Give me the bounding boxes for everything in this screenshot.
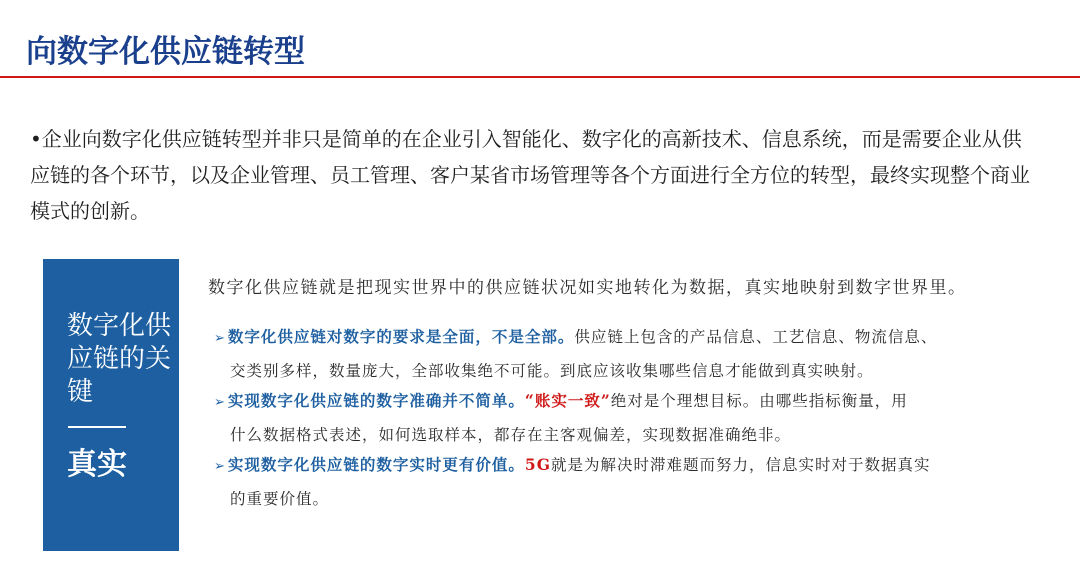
point-1-text: 供应链上包含的产品信息、工艺信息、物流信息、 xyxy=(574,328,938,346)
detail-point-3 xyxy=(214,449,1044,515)
point-1-highlight: 数字化供应链对数字的要求是全面，不是全部。 xyxy=(227,327,575,346)
page-title: 向数字化供应链转型 xyxy=(26,34,305,70)
arrow-bullet-icon: ➢ xyxy=(214,395,226,410)
detail-point-2 xyxy=(214,385,1044,451)
key-box-word: 真实 xyxy=(67,447,127,482)
point-2-red-highlight: “账实一致” xyxy=(524,391,611,410)
key-box-divider xyxy=(68,426,126,428)
point-2-text: 绝对是个理想目标。由哪些指标衡量，用 xyxy=(610,392,908,410)
intro-paragraph: •企业向数字化供应链转型并非只是简单的在企业引入智能化、数字化的高新技术、信息系统，而是需要企业从供应链的各个环节，以及企业管理、员工管理、客户某省市场管理等各个方面进行全方位的转型，最终实现整个商业模式的创新。 xyxy=(30,127,1030,223)
title-divider xyxy=(0,76,1080,78)
point-3-text: 就是为解决时滞难题而努力，信息实时对于数据真实 xyxy=(550,456,931,474)
point-1-text-continued: 交类别多样，数量庞大，全部收集绝不可能。到底应该收集哪些信息才能做到真实映射。 xyxy=(230,362,874,380)
point-2-highlight: 实现数字化供应链的数字准确并不简单。 xyxy=(227,391,525,410)
key-box xyxy=(43,259,179,551)
key-box-title: 数字化供应链的关键 xyxy=(67,311,172,407)
arrow-bullet-icon: ➢ xyxy=(214,331,226,346)
detail-lead: 数字化供应链就是把现实世界中的供应链状况如实地转化为数据，真实地映射到数字世界里。 xyxy=(208,278,967,298)
arrow-bullet-icon: ➢ xyxy=(214,459,226,474)
point-3-highlight: 实现数字化供应链的数字实时更有价值。 xyxy=(227,455,525,474)
point-2-text-continued: 什么数据格式表述，如何选取样本，都存在主客观偏差，实现数据准确绝非。 xyxy=(230,426,792,444)
point-3-red-highlight: 5G xyxy=(524,455,551,474)
point-3-text-continued: 的重要价值。 xyxy=(230,490,330,508)
detail-point-1 xyxy=(214,321,1044,387)
